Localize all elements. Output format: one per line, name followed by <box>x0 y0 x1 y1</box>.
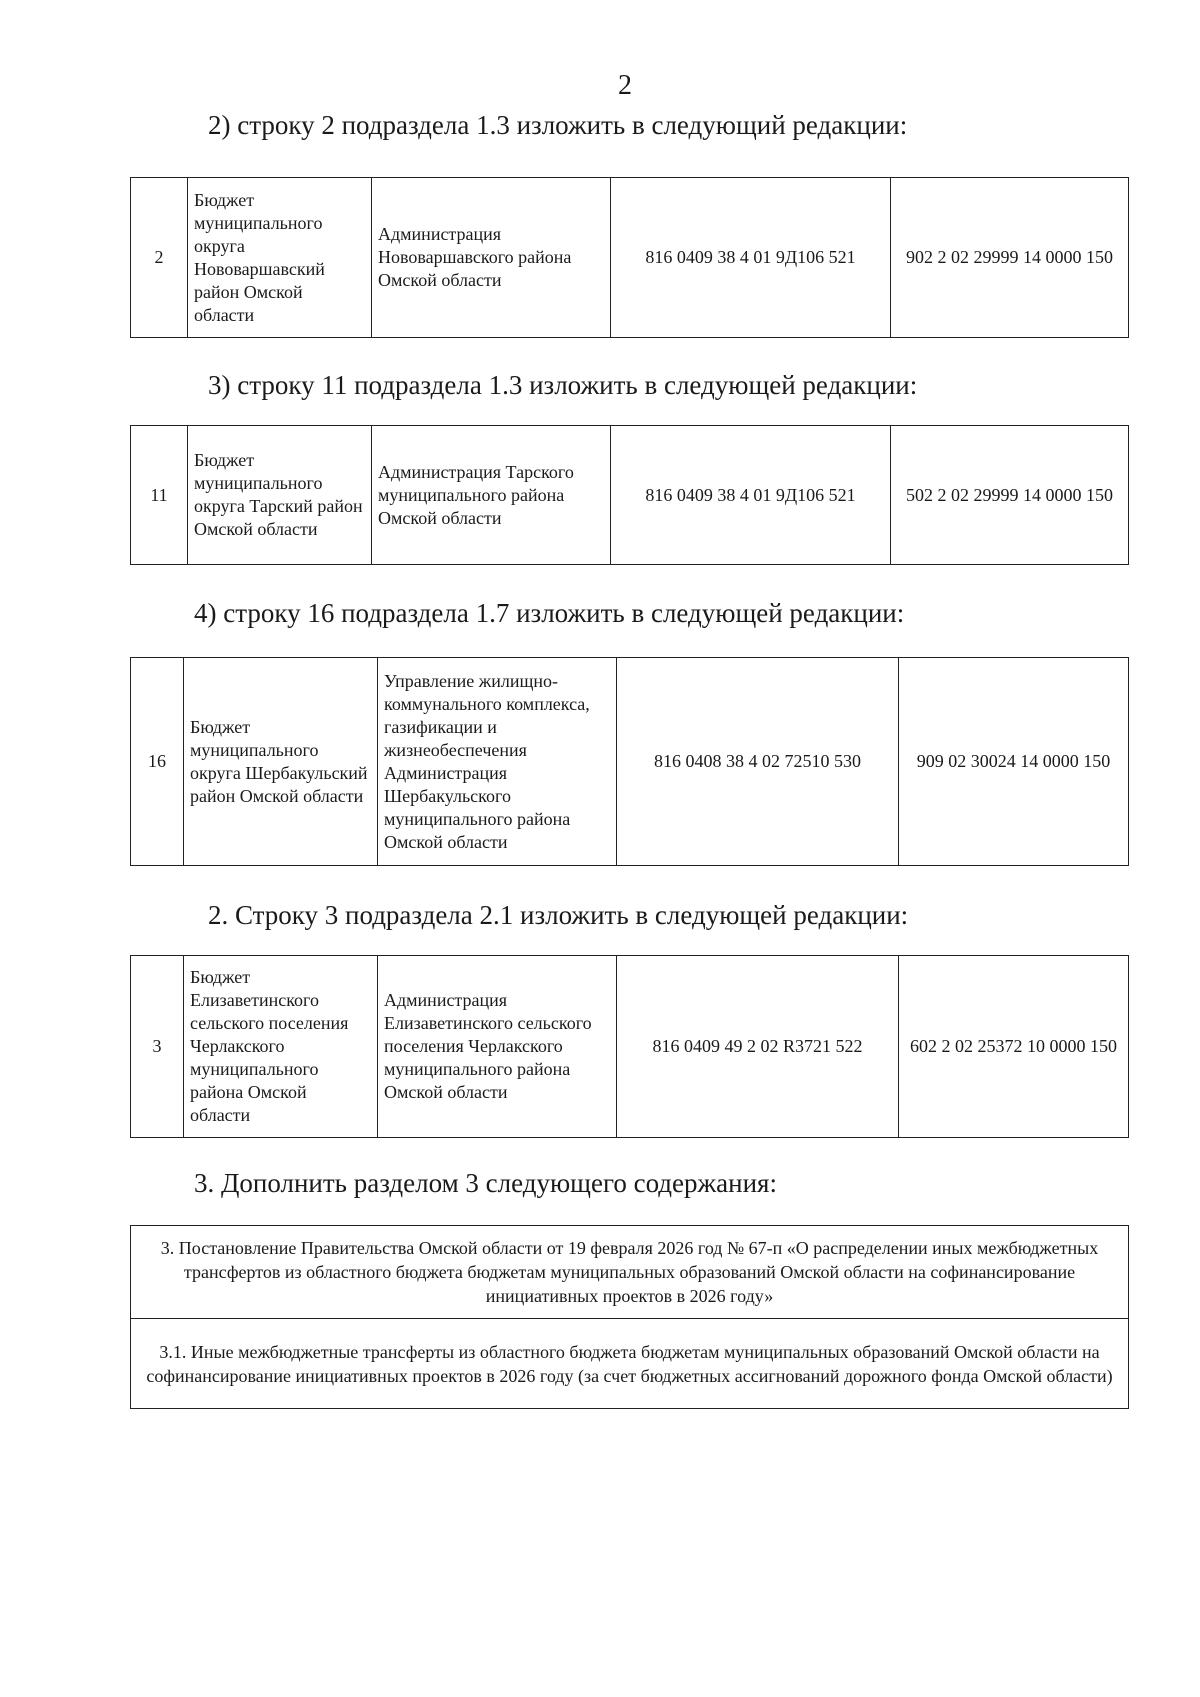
expense-code-cell: 816 0409 38 4 01 9Д106 521 <box>611 426 891 565</box>
row-number-cell: 11 <box>131 426 188 565</box>
table-row-3 <box>130 955 1129 1138</box>
table-row <box>131 956 1129 1138</box>
row-number-cell: 16 <box>131 658 184 866</box>
table-row <box>131 1319 1129 1409</box>
table-row-16 <box>130 657 1129 866</box>
revenue-code-cell: 909 02 30024 14 0000 150 <box>899 658 1129 866</box>
section-heading-section-3: 3. Дополнить разделом 3 следующего содержания: <box>194 1168 777 1198</box>
table-row <box>131 658 1129 866</box>
administrator-cell: Администрация Тарского муниципального района Омской области <box>372 426 611 565</box>
table-row-11 <box>130 425 1129 565</box>
row-number-cell: 3 <box>131 956 184 1138</box>
resolution-title-cell: 3. Постановление Правительства Омской области от 19 февраля 2026 год № 67-п «О распределении иных межбюджетных трансфертов из областного бюджета бюджетам муниципальных образований Омской области на софинансирование инициативных проектов в 2026 году» <box>131 1226 1129 1319</box>
table-row <box>131 426 1129 565</box>
table-row <box>131 178 1129 338</box>
expense-code-cell: 816 0409 38 4 01 9Д106 521 <box>611 178 891 338</box>
revenue-code-cell: 602 2 02 25372 10 0000 150 <box>899 956 1129 1138</box>
page-number: 2 <box>618 70 632 101</box>
budget-cell: Бюджет муниципального округа Нововаршавский район Омской области <box>188 178 372 338</box>
expense-code-cell: 816 0408 38 4 02 72510 530 <box>617 658 899 866</box>
budget-cell: Бюджет муниципального округа Шербакульский район Омской области <box>184 658 378 866</box>
table-section-3 <box>130 1225 1129 1409</box>
table-row-2 <box>130 177 1129 338</box>
administrator-cell: Администрация Елизаветинского сельского поселения Черлакского муниципального района Омской области <box>378 956 617 1138</box>
section-heading-row-11: 3) строку 11 подраздела 1.3 изложить в следующей редакции: <box>208 370 918 400</box>
section-heading-row-2: 2) строку 2 подраздела 1.3 изложить в следующий редакции: <box>208 110 908 140</box>
transfer-description-cell: 3.1. Иные межбюджетные трансферты из областного бюджета бюджетам муниципальных образований Омской области на софинансирование инициативных проектов в 2026 году (за счет бюджетных ассигнований дорожного фонда Омской области) <box>131 1319 1129 1409</box>
expense-code-cell: 816 0409 49 2 02 R3721 522 <box>617 956 899 1138</box>
table-row <box>131 1226 1129 1319</box>
revenue-code-cell: 902 2 02 29999 14 0000 150 <box>891 178 1129 338</box>
section-heading-row-16: 4) строку 16 подраздела 1.7 изложить в следующей редакции: <box>194 598 905 628</box>
administrator-cell: Администрация Нововаршавского района Омской области <box>372 178 611 338</box>
section-heading-row-3: 2. Строку 3 подраздела 2.1 изложить в следующей редакции: <box>208 900 909 930</box>
budget-cell: Бюджет Елизаветинского сельского поселения Черлакского муниципального района Омской области <box>184 956 378 1138</box>
revenue-code-cell: 502 2 02 29999 14 0000 150 <box>891 426 1129 565</box>
budget-cell: Бюджет муниципального округа Тарский район Омской области <box>188 426 372 565</box>
administrator-cell: Управление жилищно-коммунального комплекса, газификации и жизнеобеспечения Администрация Шербакульского муниципального района Омской области <box>378 658 617 866</box>
row-number-cell: 2 <box>131 178 188 338</box>
